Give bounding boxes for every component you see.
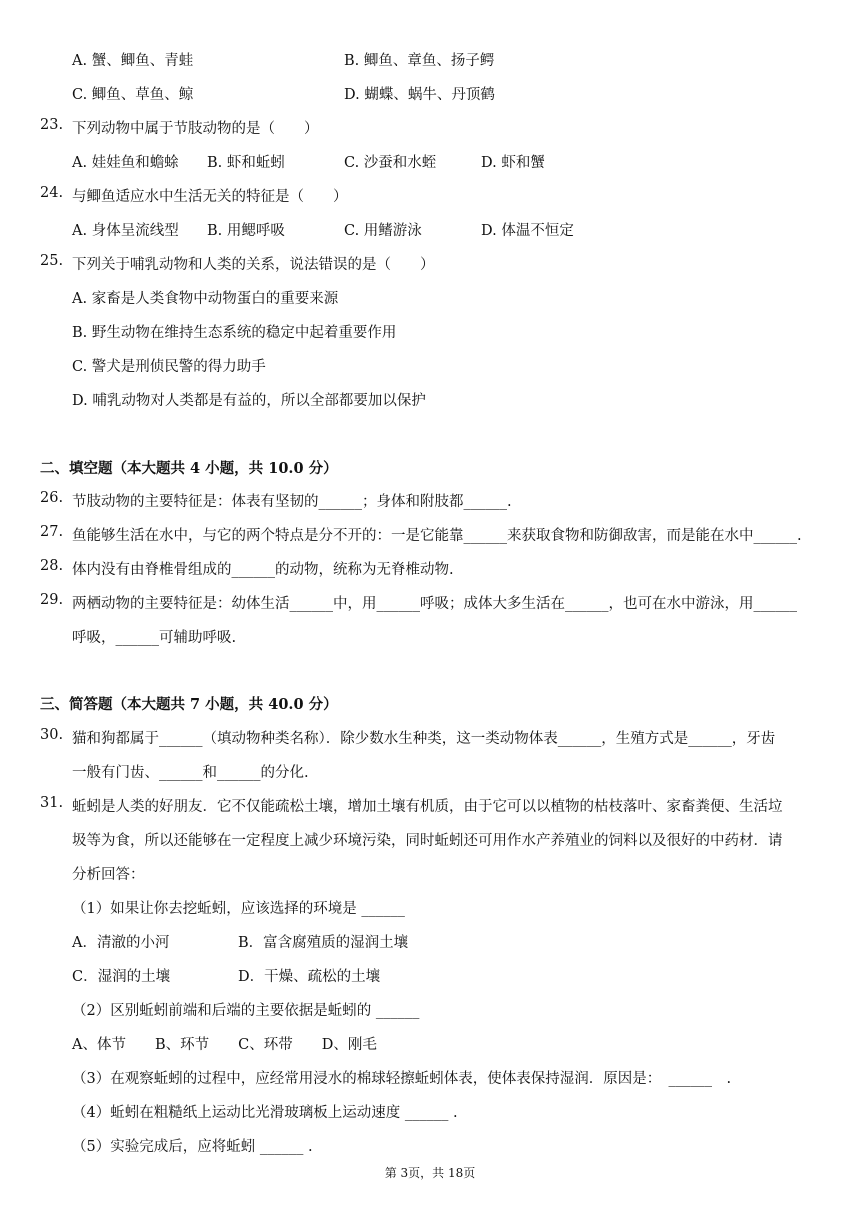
q22-option-c: C. 鲫鱼、草鱼、鲸 — [72, 87, 194, 103]
q30-text-line1: 猫和狗都属于______（填动物种类名称）．除少数水生种类，这一类动物体表______，生殖方式是______，牙齿 — [72, 731, 776, 747]
q25-stem: 下列关于哺乳动物和人类的关系，说法错误的是（ ） — [72, 257, 435, 273]
q31-sub4: （4）蚯蚓在粗糙纸上运动比光滑玻璃板上运动速度 ______ . — [72, 1105, 458, 1121]
q23-stem: 下列动物中属于节肢动物的是（ ） — [72, 121, 319, 137]
q22-option-d: D. 蝴蝶、蜗牛、丹顶鹤 — [344, 87, 495, 103]
q25-option-b: B. 野生动物在维持生态系统的稳定中起着重要作用 — [72, 325, 397, 341]
q29-text-line2: 呼吸，______可辅助呼吸. — [72, 630, 237, 646]
q22-option-b: B. 鲫鱼、章鱼、扬子鳄 — [344, 53, 495, 69]
q28-text: 体内没有由脊椎骨组成的______的动物，统称为无脊椎动物. — [72, 562, 454, 578]
q24-option-c: C. 用鳍游泳 — [344, 223, 422, 239]
q29-number: 29. — [40, 592, 64, 608]
q31-text-line2: 圾等为食，所以还能够在一定程度上减少环境污染，同时蚯蚓还可用作水产养殖业的饲料以及很好的中药材．请 — [72, 833, 783, 849]
q26-text: 节肢动物的主要特征是：体表有坚韧的______；身体和附肢都______. — [72, 494, 512, 510]
q25-option-a: A. 家畜是人类食物中动物蛋白的重要来源 — [72, 291, 339, 307]
q31-text-line1: 蚯蚓是人类的好朋友．它不仅能疏松土壤，增加土壤有机质，由于它可以以植物的枯枝落叶、家畜粪便、生活垃 — [72, 799, 783, 815]
q25-number: 25. — [40, 253, 64, 269]
section-2-title: 二、填空题（本大题共 4 小题，共 10.0 分） — [40, 460, 338, 477]
q31-sub2: （2）区别蚯蚓前端和后端的主要依据是蚯蚓的 ______ — [72, 1003, 420, 1019]
q23-option-c: C. 沙蚕和水蛭 — [344, 155, 437, 171]
q24-number: 24. — [40, 185, 64, 201]
q25-option-d: D. 哺乳动物对人类都是有益的，所以全部都要加以保护 — [72, 393, 426, 409]
q31-sub1-option-b: B．富含腐殖质的湿润土壤 — [238, 935, 409, 951]
q22-option-a: A. 蟹、鲫鱼、青蛙 — [72, 53, 194, 69]
q31-text-line3: 分析回答： — [72, 867, 145, 883]
q31-sub1-option-a: A．清澈的小河 — [72, 935, 170, 951]
page-footer: 第 3页，共 18页 — [384, 1166, 476, 1180]
q31-sub3: （3）在观察蚯蚓的过程中，应经常用浸水的棉球轻擦蚯蚓体表，使体表保持湿润．原因是： ______ . — [72, 1071, 732, 1087]
q24-option-d: D. 体温不恒定 — [481, 223, 574, 239]
section-3-title: 三、简答题（本大题共 7 小题，共 40.0 分） — [40, 696, 338, 713]
q27-number: 27. — [40, 524, 64, 540]
q30-text-line2: 一般有门齿、______和______的分化. — [72, 765, 309, 781]
q27-text: 鱼能够生活在水中，与它的两个特点是分不开的：一是它能靠______来获取食物和防御敌害，而是能在水中______. — [72, 528, 802, 544]
q31-sub1: （1）如果让你去挖蚯蚓，应该选择的环境是 ______ — [72, 901, 405, 917]
q30-number: 30. — [40, 727, 64, 743]
q31-sub1-option-d: D．干燥、疏松的土壤 — [238, 969, 381, 985]
q23-option-d: D. 虾和蟹 — [481, 155, 545, 171]
q29-text-line1: 两栖动物的主要特征是：幼体生活______中，用______呼吸；成体大多生活在______，也可在水中游泳，用______ — [72, 596, 797, 612]
q24-option-a: A. 身体呈流线型 — [72, 223, 179, 239]
q31-number: 31. — [40, 795, 64, 811]
q23-option-b: B. 虾和蚯蚓 — [207, 155, 285, 171]
q28-number: 28. — [40, 558, 64, 574]
q24-option-b: B. 用鳃呼吸 — [207, 223, 285, 239]
q23-number: 23. — [40, 117, 64, 133]
q31-sub1-option-c: C．湿润的土壤 — [72, 969, 171, 985]
q31-sub2-options: A、体节 B、环节 C、环带 D、刚毛 — [72, 1037, 377, 1053]
q23-option-a: A. 娃娃鱼和蟾蜍 — [72, 155, 179, 171]
q25-option-c: C. 警犬是刑侦民警的得力助手 — [72, 359, 266, 375]
q26-number: 26. — [40, 490, 64, 506]
q31-sub5: （5）实验完成后，应将蚯蚓 ______ . — [72, 1139, 313, 1155]
q24-stem: 与鲫鱼适应水中生活无关的特征是（ ） — [72, 189, 348, 205]
